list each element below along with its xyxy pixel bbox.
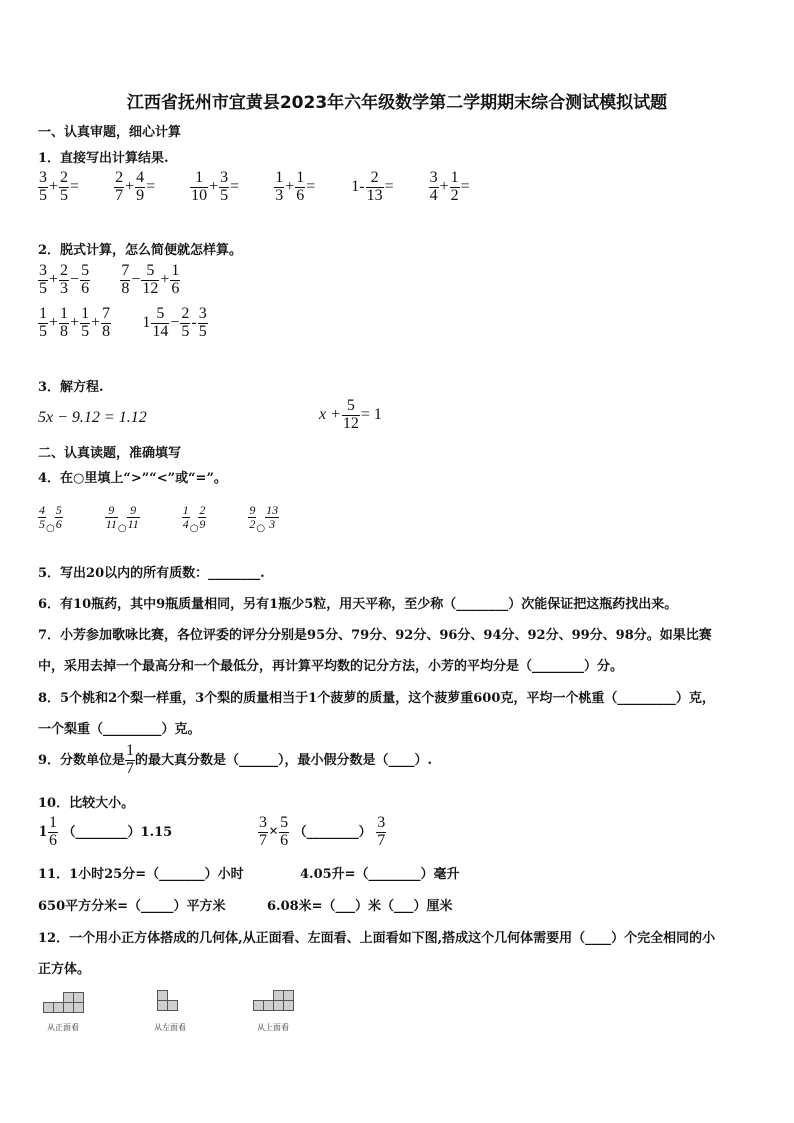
question-11-c: 650平方分米=（_____）平方米 (38, 899, 226, 914)
question-12-line-2: 正方体。 (38, 962, 91, 977)
section-1-heading: 一、认真审题，细心计算 (38, 125, 182, 140)
question-11-a: 11．1小时25分=（_______）小时 (38, 867, 244, 882)
left-view-figure (154, 990, 197, 1032)
question-11-b: 4.05升=（________）毫升 (300, 867, 460, 882)
question-2-label: 2．脱式计算，怎么简便就怎样算。 (38, 243, 243, 258)
compare-item: $\frac{9}{11}$ ○ $\frac{9}{11}$ (105, 503, 139, 534)
equation-2: x + $\frac{5}{12}$ = 1 (319, 397, 382, 432)
calc-item: $\frac{3}{4}$ + $\frac{1}{2}$ = (429, 169, 470, 204)
question-7-line-1: 7．小芳参加歌咏比赛，各位评委的评分分别是95分、79分、92分、96分、94分、92分、99分、98分。如果比赛 (38, 628, 712, 643)
question-8-line-2: 一个梨重（_________）克。 (38, 722, 201, 737)
calc-item: $\frac{1}{10}$ + $\frac{3}{5}$ = (191, 169, 240, 204)
question-10-compare-2: $\frac{3}{7}$ × $\frac{5}{6}$ （________） $\frac{3}{7}$ (259, 814, 386, 849)
front-view-caption: 从正面看 (47, 1023, 79, 1032)
calc-item: 1- $\frac{2}{13}$ = (351, 169, 394, 204)
question-4-comparisons (38, 504, 279, 534)
compare-item: $\frac{1}{4}$ ○ $\frac{2}{9}$ (182, 503, 206, 534)
question-11-d: 6.08米=（___）米（___）厘米 (267, 899, 453, 914)
equation-1: 5x − 9.12 = 1.12 (38, 409, 147, 426)
question-10-compare-1: 1 $\frac{1}{6}$ （________）1.15 (39, 814, 173, 849)
question-2-row-1: $\frac{3}{5}$ + $\frac{2}{3}$ − $\frac{5}{6}$ $\frac{7}{8}$ − $\frac{5}{12}$ + $\frac{1}{6}$ (39, 262, 180, 297)
page-title: 江西省抚州市宜黄县2023年六年级数学第二学期期末综合测试模拟试题 (126, 93, 668, 113)
calc-item: $\frac{3}{5}$ + $\frac{2}{5}$ = (39, 169, 80, 204)
question-12-line-1: 12．一个用小正方体搭成的几何体,从正面看、左面看、上面看如下图,搭成这个几何体需要用（____）个完全相同的小 (38, 931, 716, 946)
front-view-figure (43, 992, 93, 1032)
question-1-items (38, 170, 471, 205)
question-4-label: 4．在○里填上“>”“<”或“=”。 (38, 471, 227, 486)
calc-item: $\frac{2}{7}$ + $\frac{4}{9}$ = (115, 169, 156, 204)
top-view-figure (253, 990, 303, 1030)
section-2-heading: 二、认真读题，准确填写 (38, 446, 182, 461)
question-9: 9．分数单位是 $\frac{1}{7}$ 的最大真分数是（______），最小假分数是（____）. (38, 742, 433, 777)
question-7-line-2: 中，采用去掉一个最高分和一个最低分，再计算平均数的记分方法，小芳的平均分是（________）分。 (38, 659, 624, 674)
compare-item: $\frac{4}{5}$ ○ $\frac{5}{6}$ (39, 503, 62, 534)
question-6: 6．有10瓶药，其中9瓶质量相同，另有1瓶少5粒，用天平称，至少称（________）次能保证把这瓶药找出来。 (38, 597, 678, 612)
question-8-line-1: 8．5个桃和2个梨一样重，3个梨的质量相当于1个菠萝的质量，这个菠萝重600克，平均一个桃重（_________）克， (38, 691, 715, 706)
question-3-label: 3．解方程. (38, 380, 104, 395)
calc-item: $\frac{1}{3}$ + $\frac{1}{6}$ = (275, 169, 316, 204)
top-view-caption: 从上面看 (257, 1023, 289, 1032)
question-1-label: 1．直接写出计算结果. (38, 151, 169, 166)
question-10-label: 10．比较大小。 (38, 796, 135, 811)
question-2-row-2: $\frac{1}{5}$ + $\frac{1}{8}$ + $\frac{1}{5}$ + $\frac{7}{8}$ 1 $\frac{5}{14}$ − $\frac{2}{5}$ - $\frac{3}{5}$ (39, 305, 207, 340)
compare-item: $\frac{9}{2}$ ○ $\frac{13}{3}$ (249, 503, 279, 534)
question-5: 5．写出20以内的所有质数：________. (38, 566, 265, 581)
left-view-caption: 从左面看 (154, 1023, 186, 1032)
